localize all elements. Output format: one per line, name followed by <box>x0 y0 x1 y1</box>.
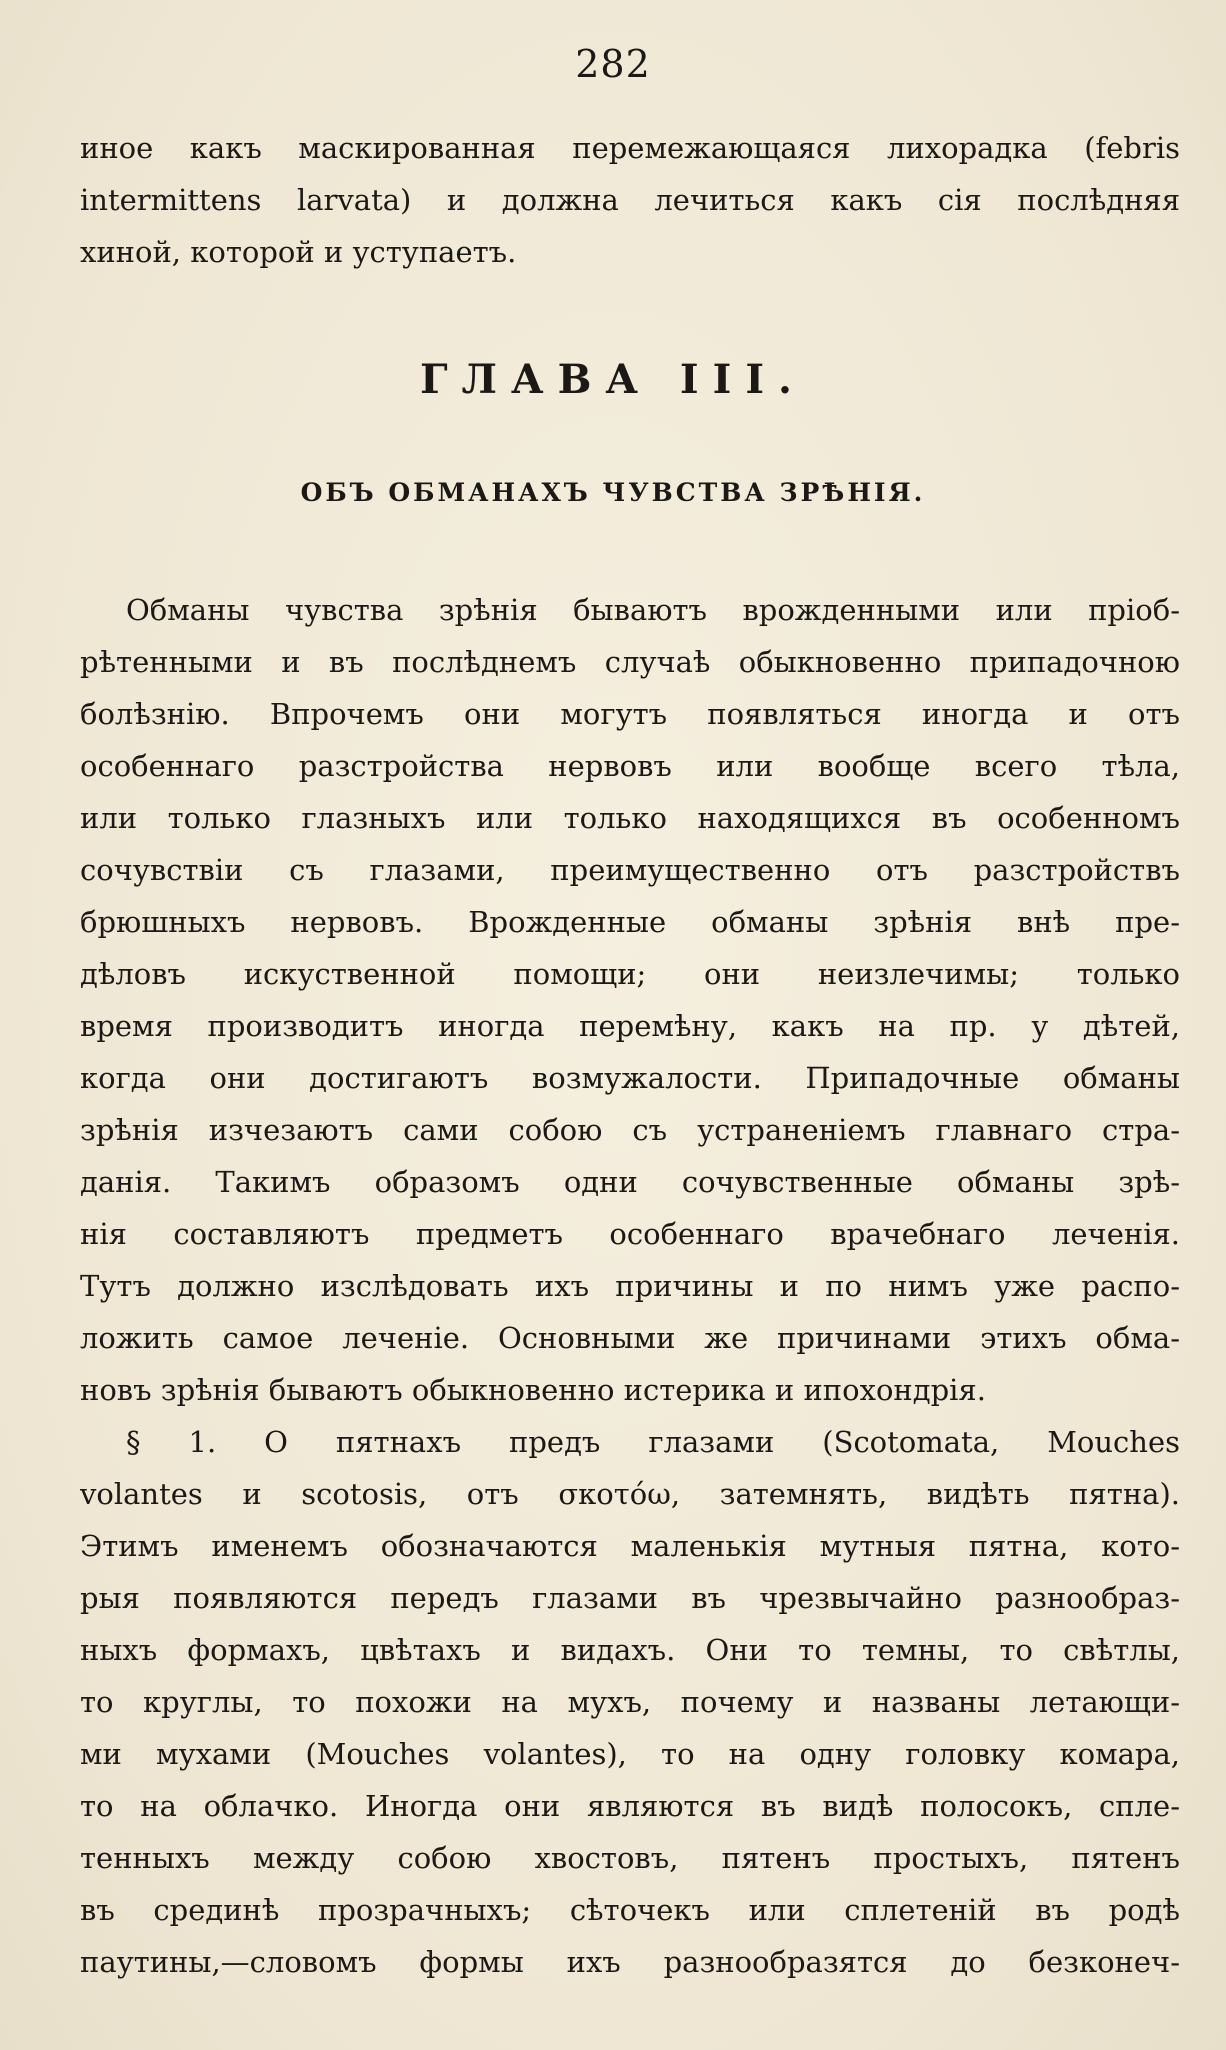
text-line: volantes и scotosis, отъ σκοτόω, затемнять, видѣть пятна). <box>80 1477 1180 1511</box>
text-line: хиной, которой и уступаетъ. <box>80 235 517 269</box>
paragraph-1 <box>80 584 1180 1416</box>
text-line: ныхъ формахъ, цвѣтахъ и видахъ. Они то темны, то свѣтлы, <box>80 1633 1180 1667</box>
text-line: Тутъ должно изслѣдовать ихъ причины и по нимъ уже распо- <box>80 1269 1180 1303</box>
text-line: то круглы, то похожи на мухъ, почему и названы летающи- <box>80 1685 1180 1719</box>
section-title: ОБЪ ОБМАНАХЪ ЧУВСТВА ЗРѢНІЯ. <box>300 478 926 507</box>
top-paragraph <box>80 122 1180 278</box>
paragraph-2 <box>80 1416 1180 1988</box>
text-line: Обманы чувства зрѣнія бываютъ врожденными или пріоб- <box>126 593 1180 627</box>
text-line: брюшныхъ нервовъ. Врожденные обманы зрѣнія внѣ пре- <box>80 905 1180 939</box>
text-line: или только глазныхъ или только находящихся въ особенномъ <box>80 801 1180 835</box>
text-line: данія. Такимъ образомъ одни сочувственные обманы зрѣ- <box>80 1165 1180 1199</box>
text-line: особеннаго разстройства нервовъ или вообще всего тѣла, <box>80 749 1180 783</box>
text-line: новъ зрѣнія бываютъ обыкновенно истерика и ипохондрія. <box>80 1373 986 1407</box>
text-line: § 1. О пятнахъ предъ глазами (Scotomata, Mouches <box>126 1425 1180 1459</box>
text-line: дѣловъ искуственной помощи; они неизлечимы; только <box>80 957 1180 991</box>
text-line: болѣзнію. Впрочемъ они могутъ появляться иногда и отъ <box>80 697 1180 731</box>
chapter-heading: ГЛАВА III. <box>420 356 806 403</box>
text-line: сочувствіи съ глазами, преимущественно отъ разстройствъ <box>80 853 1180 887</box>
text-line: то на облачко. Иногда они являются въ видѣ полосокъ, спле- <box>80 1789 1180 1823</box>
text-line: время производитъ иногда перемѣну, какъ на пр. у дѣтей, <box>80 1009 1180 1043</box>
page-number: 282 <box>575 42 651 86</box>
text-line: ми мухами (Mouches volantes), то на одну головку комара, <box>80 1737 1180 1771</box>
text-line: паутины,—словомъ формы ихъ разнообразятся до безконеч- <box>80 1945 1180 1979</box>
text-line: Этимъ именемъ обозначаются маленькія мутныя пятна, кото- <box>80 1529 1180 1563</box>
text-line: нія составляютъ предметъ особеннаго врачебнаго леченія. <box>80 1217 1180 1251</box>
text-line: intermittens larvata) и должна лечиться какъ сія послѣдняя <box>80 183 1180 217</box>
text-line: рыя появляются передъ глазами въ чрезвычайно разнообраз- <box>80 1581 1180 1615</box>
text-line: ложить самое леченіе. Основными же причинами этихъ обма- <box>80 1321 1180 1355</box>
text-line: рѣтенными и въ послѣднемъ случаѣ обыкновенно припадочною <box>80 645 1180 679</box>
text-line: зрѣнія изчезаютъ сами собою съ устраненіемъ главнаго стра- <box>80 1113 1180 1147</box>
text-line: иное какъ маскированная перемежающаяся лихорадка (febris <box>80 131 1180 165</box>
text-line: тенныхъ между собою хвостовъ, пятенъ простыхъ, пятенъ <box>80 1841 1180 1875</box>
text-line: въ срединѣ прозрачныхъ; сѣточекъ или сплетеній въ родѣ <box>80 1893 1180 1927</box>
text-line: когда они достигаютъ возмужалости. Припадочные обманы <box>80 1061 1180 1095</box>
